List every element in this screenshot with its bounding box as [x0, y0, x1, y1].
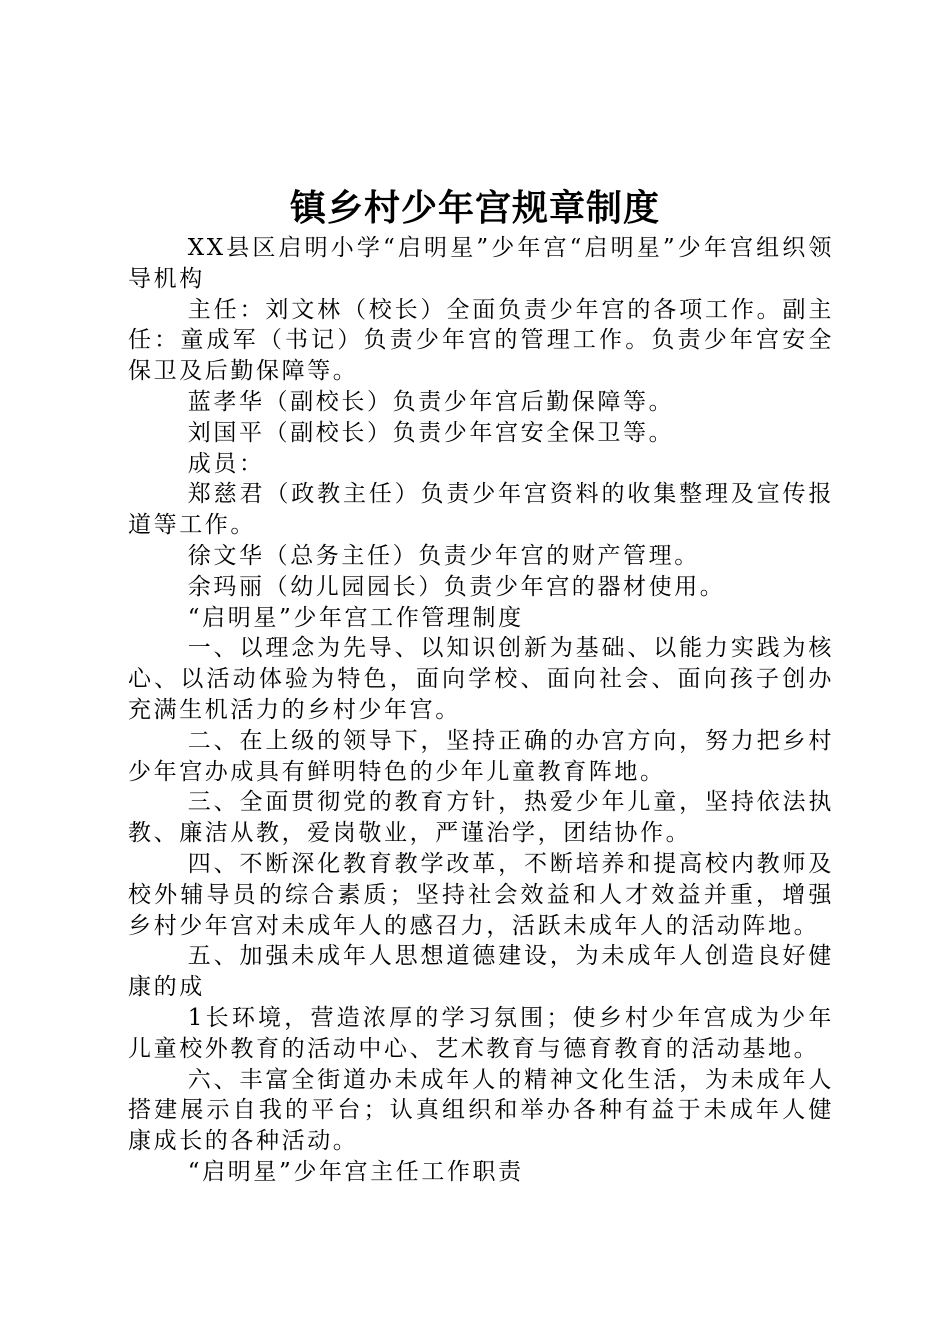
section-heading-management: “启明星”少年宫工作管理制度 — [187, 604, 524, 631]
document-title: 镇乡村少年宫规章制度 — [289, 187, 660, 229]
paragraph-member-3: 余玛丽（幼儿园园长）负责少年宫的器材使用。 — [187, 573, 726, 600]
paragraph-member-2: 徐文华（总务主任）负责少年宫的财产管理。 — [187, 542, 700, 569]
paragraph-rule-5-continued: 1长环境，营造浓厚的学习氛围；使乡村少年宫成为少年儿童校外教育的活动中心、艺术教育与德育教育的活动基地。 — [128, 1004, 834, 1062]
paragraph-rule-1: 一、以理念为先导、以知识创新为基础、以能力实践为核心、以活动体验为特色，面向学校、面向社会、面向孩子创办充满生机活力的乡村少年宫。 — [128, 635, 834, 723]
paragraph-director: 主任：刘文林（校长）全面负责少年宫的各项工作。副主任：童成军（书记）负责少年宫的管理工作。负责少年宫安全保卫及后勤保障等。 — [128, 296, 834, 385]
paragraph-rule-5: 五、加强未成年人思想道德建设，为未成年人创造良好健康的成 — [128, 943, 834, 1001]
paragraph-member-1: 郑慈君（政教主任）负责少年宫资料的收集整理及宣传报道等工作。 — [128, 481, 834, 539]
paragraph-rule-2: 二、在上级的领导下，坚持正确的办宫方向，努力把乡村少年宫办成具有鲜明特色的少年儿童教育阵地。 — [128, 727, 834, 785]
paragraph-rule-4: 四、不断深化教育教学改革，不断培养和提高校内教师及校外辅导员的综合素质；坚持社会效益和人才效益并重，增强乡村少年宫对未成年人的感召力，活跃未成年人的活动阵地。 — [128, 850, 834, 939]
document-body — [128, 233, 834, 1188]
paragraph-org-heading: XX县区启明小学“启明星”少年宫“启明星”少年宫组织领导机构 — [128, 235, 834, 292]
section-heading-director-duties: “启明星”少年宫主任工作职责 — [187, 1158, 524, 1185]
paragraph-vice-principal-2: 刘国平（副校长）负责少年宫安全保卫等。 — [187, 419, 675, 446]
paragraph-vice-principal-1: 蓝孝华（副校长）负责少年宫后勤保障等。 — [187, 388, 675, 415]
paragraph-rule-3: 三、全面贯彻党的教育方针，热爱少年儿童，坚持依法执教、廉洁从教，爱岗敬业，严谨治学，团结协作。 — [128, 789, 834, 847]
paragraph-rule-6: 六、丰富全街道办未成年人的精神文化生活，为未成年人搭建展示自我的平台；认真组织和举办各种有益于未成年人健康成长的各种活动。 — [128, 1066, 834, 1155]
paragraph-members-label: 成员： — [187, 450, 265, 477]
